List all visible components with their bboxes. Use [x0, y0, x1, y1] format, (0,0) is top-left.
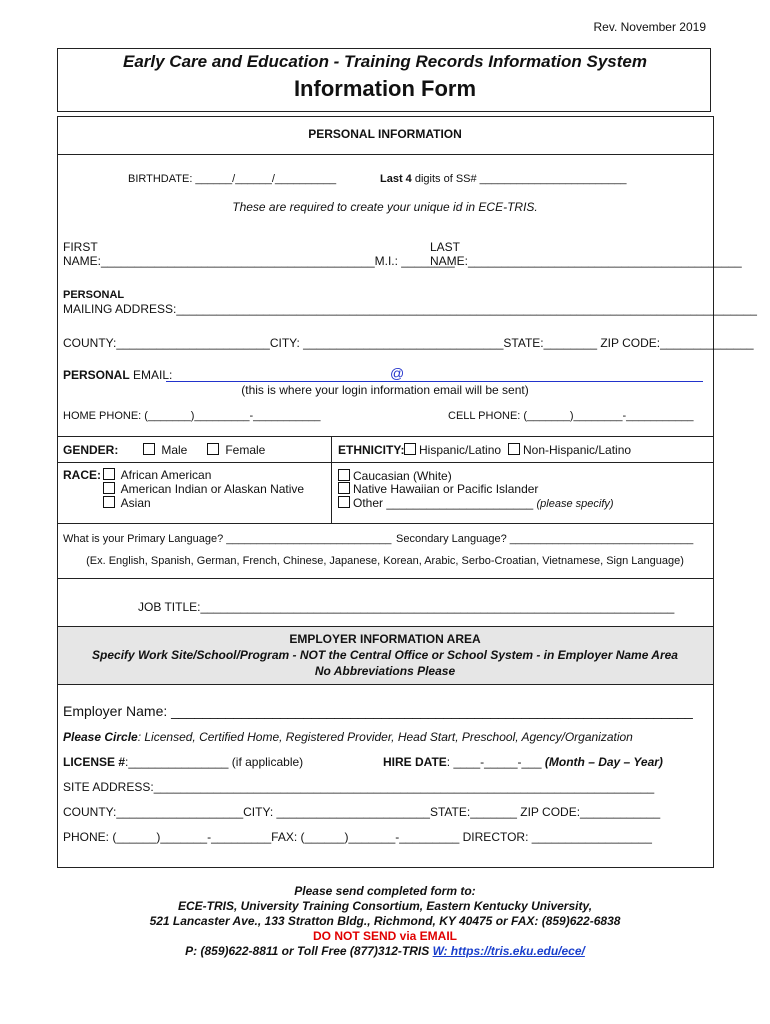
gender-option-label: Male — [161, 443, 188, 457]
checkbox-icon[interactable] — [103, 482, 115, 494]
gender-option-male[interactable] — [143, 443, 187, 457]
column-divider — [331, 436, 332, 523]
checkbox-icon[interactable] — [338, 469, 350, 481]
race-option-asian[interactable] — [103, 496, 151, 510]
job-title-field[interactable]: JOB TITLE:_______________________________________________________________________ — [138, 600, 675, 614]
employer-specify-note: Specify Work Site/School/Program - NOT the Central Office or School System - in Employer Name Area — [92, 648, 678, 662]
checkbox-icon[interactable] — [103, 468, 115, 480]
email-label-rest: EMAIL: — [129, 368, 173, 382]
divider — [57, 436, 714, 437]
secondary-language-field[interactable]: Secondary Language? ______________________________ — [396, 533, 694, 545]
hire-date-format: (Month – Day – Year) — [544, 755, 663, 769]
mailing-organization: ECE-TRIS, University Training Consortium, Eastern Kentucky University, — [177, 899, 593, 913]
ssn-label-rest: digits of SS# ________________________ — [411, 173, 627, 185]
race-label: RACE: — [63, 468, 101, 482]
divider — [57, 684, 714, 685]
race-option-caucasian[interactable] — [338, 469, 452, 483]
send-to-heading: Please send completed form to: — [294, 884, 476, 898]
checkbox-icon[interactable] — [338, 482, 350, 494]
gender-option-label: Female — [225, 443, 266, 457]
first-label: FIRST — [63, 240, 98, 254]
personal-section-title: PERSONAL INFORMATION — [308, 127, 462, 141]
form-title: Early Care and Education - Training Records Information System — [123, 52, 647, 71]
ssn-field[interactable] — [380, 173, 627, 185]
contact-phone: P: (859)622-8811 or Toll Free (877)312-TRIS — [185, 944, 433, 958]
contact-line — [0, 944, 770, 958]
ethnicity-option-label: Hispanic/Latino — [419, 443, 502, 457]
divider — [57, 154, 714, 155]
unique-id-note: These are required to create your unique id in ECE-TRIS. — [232, 200, 538, 214]
please-circle-line[interactable] — [63, 730, 633, 744]
license-label-rest: :_______________ (if applicable) — [125, 755, 304, 769]
at-sign: @ — [390, 365, 405, 381]
license-label-bold: LICENSE # — [63, 755, 126, 769]
email-label — [63, 368, 172, 382]
last-label: LAST — [430, 240, 461, 254]
home-phone-field[interactable]: HOME PHONE: (_______)_________-___________ — [63, 410, 321, 422]
divider — [57, 462, 714, 463]
checkbox-icon[interactable] — [338, 496, 350, 508]
form-subtitle: Information Form — [293, 76, 477, 101]
mailing-address-fax: 521 Lancaster Ave., 133 Stratton Bldg., Richmond, KY 40475 or FAX: (859)622-6838 — [149, 914, 621, 928]
email-label-bold: PERSONAL — [63, 368, 130, 382]
checkbox-icon[interactable] — [143, 443, 155, 455]
please-circle-bold: Please Circle — [63, 730, 138, 744]
website-link[interactable]: W: https://tris.eku.edu/ece/ — [432, 944, 585, 958]
race-other-note: (please specify) — [536, 498, 614, 510]
hire-date-field[interactable] — [383, 755, 663, 769]
race-option-label: American Indian or Alaskan Native — [120, 482, 305, 496]
no-abbreviations-note: No Abbreviations Please — [314, 664, 456, 678]
race-option-label: Other ______________________ — [353, 496, 534, 510]
divider — [57, 523, 714, 524]
employer-county-city-state-zip-field[interactable]: COUNTY:___________________CITY: _______________________STATE:_______ ZIP CODE:____________ — [63, 805, 661, 819]
last-name-field[interactable]: NAME:_________________________________________ — [430, 254, 742, 268]
hire-date-label-bold: HIRE DATE — [383, 755, 447, 769]
checkbox-icon[interactable] — [508, 443, 520, 455]
personal-label: PERSONAL — [63, 289, 125, 301]
site-address-field[interactable]: SITE ADDRESS:___________________________________________________________________________ — [63, 780, 655, 794]
ethnicity-option-label: Non-Hispanic/Latino — [523, 443, 632, 457]
race-option-label: African American — [120, 468, 212, 482]
phone-fax-director-field[interactable]: PHONE: (______)_______-_________FAX: (______)_______-_________ DIRECTOR: __________________ — [63, 830, 652, 844]
ethnicity-label: ETHNICITY: — [338, 443, 405, 457]
language-examples: (Ex. English, Spanish, German, French, Chinese, Japanese, Korean, Arabic, Serbo-Croatian, Vietnamese, Sign Language) — [86, 555, 684, 567]
race-option-american-indian[interactable] — [103, 482, 304, 496]
first-name-field[interactable]: NAME:_________________________________________M.I.: ________ — [63, 254, 455, 268]
birthdate-field[interactable]: BIRTHDATE: ______/______/__________ — [128, 173, 337, 185]
gender-option-female[interactable] — [207, 443, 265, 457]
ssn-label-bold: Last 4 — [380, 173, 412, 185]
race-option-label: Native Hawaiian or Pacific Islander — [353, 482, 539, 496]
revision-date: Rev. November 2019 — [593, 20, 706, 34]
divider — [57, 578, 714, 579]
email-note: (this is where your login information email will be sent) — [241, 383, 529, 397]
hire-date-blanks: : ____-_____-___ — [446, 755, 545, 769]
gender-label: GENDER: — [63, 443, 119, 457]
cell-phone-field[interactable]: CELL PHONE: (_______)________-___________ — [448, 410, 694, 422]
checkbox-icon[interactable] — [404, 443, 416, 455]
ethnicity-option-non-hispanic[interactable] — [508, 443, 631, 457]
race-option-native-hawaiian[interactable] — [338, 482, 538, 496]
email-input-line[interactable] — [166, 381, 703, 382]
checkbox-icon[interactable] — [103, 496, 115, 508]
no-email-warning: DO NOT SEND via EMAIL — [312, 929, 458, 943]
race-option-label: Asian — [120, 496, 151, 510]
race-option-label: Caucasian (White) — [353, 469, 452, 483]
ethnicity-option-hispanic[interactable] — [404, 443, 501, 457]
divider — [57, 626, 714, 627]
employer-section-title: EMPLOYER INFORMATION AREA — [289, 632, 481, 646]
primary-language-field[interactable]: What is your Primary Language? ___________________________ — [63, 533, 392, 545]
employer-name-field[interactable]: Employer Name: ___________________________________________________________________ — [63, 703, 693, 719]
race-option-other[interactable] — [338, 496, 614, 510]
checkbox-icon[interactable] — [207, 443, 219, 455]
please-circle-options: : Licensed, Certified Home, Registered Provider, Head Start, Preschool, Agency/Organization — [137, 730, 633, 744]
race-option-african-american[interactable] — [103, 468, 211, 482]
license-field[interactable] — [63, 755, 303, 769]
county-city-state-zip-field[interactable]: COUNTY:_______________________CITY: ______________________________STATE:________ ZIP CODE:______________ — [63, 336, 754, 350]
mailing-address-field[interactable]: MAILING ADDRESS:_______________________________________________________________________________________ — [63, 302, 757, 316]
